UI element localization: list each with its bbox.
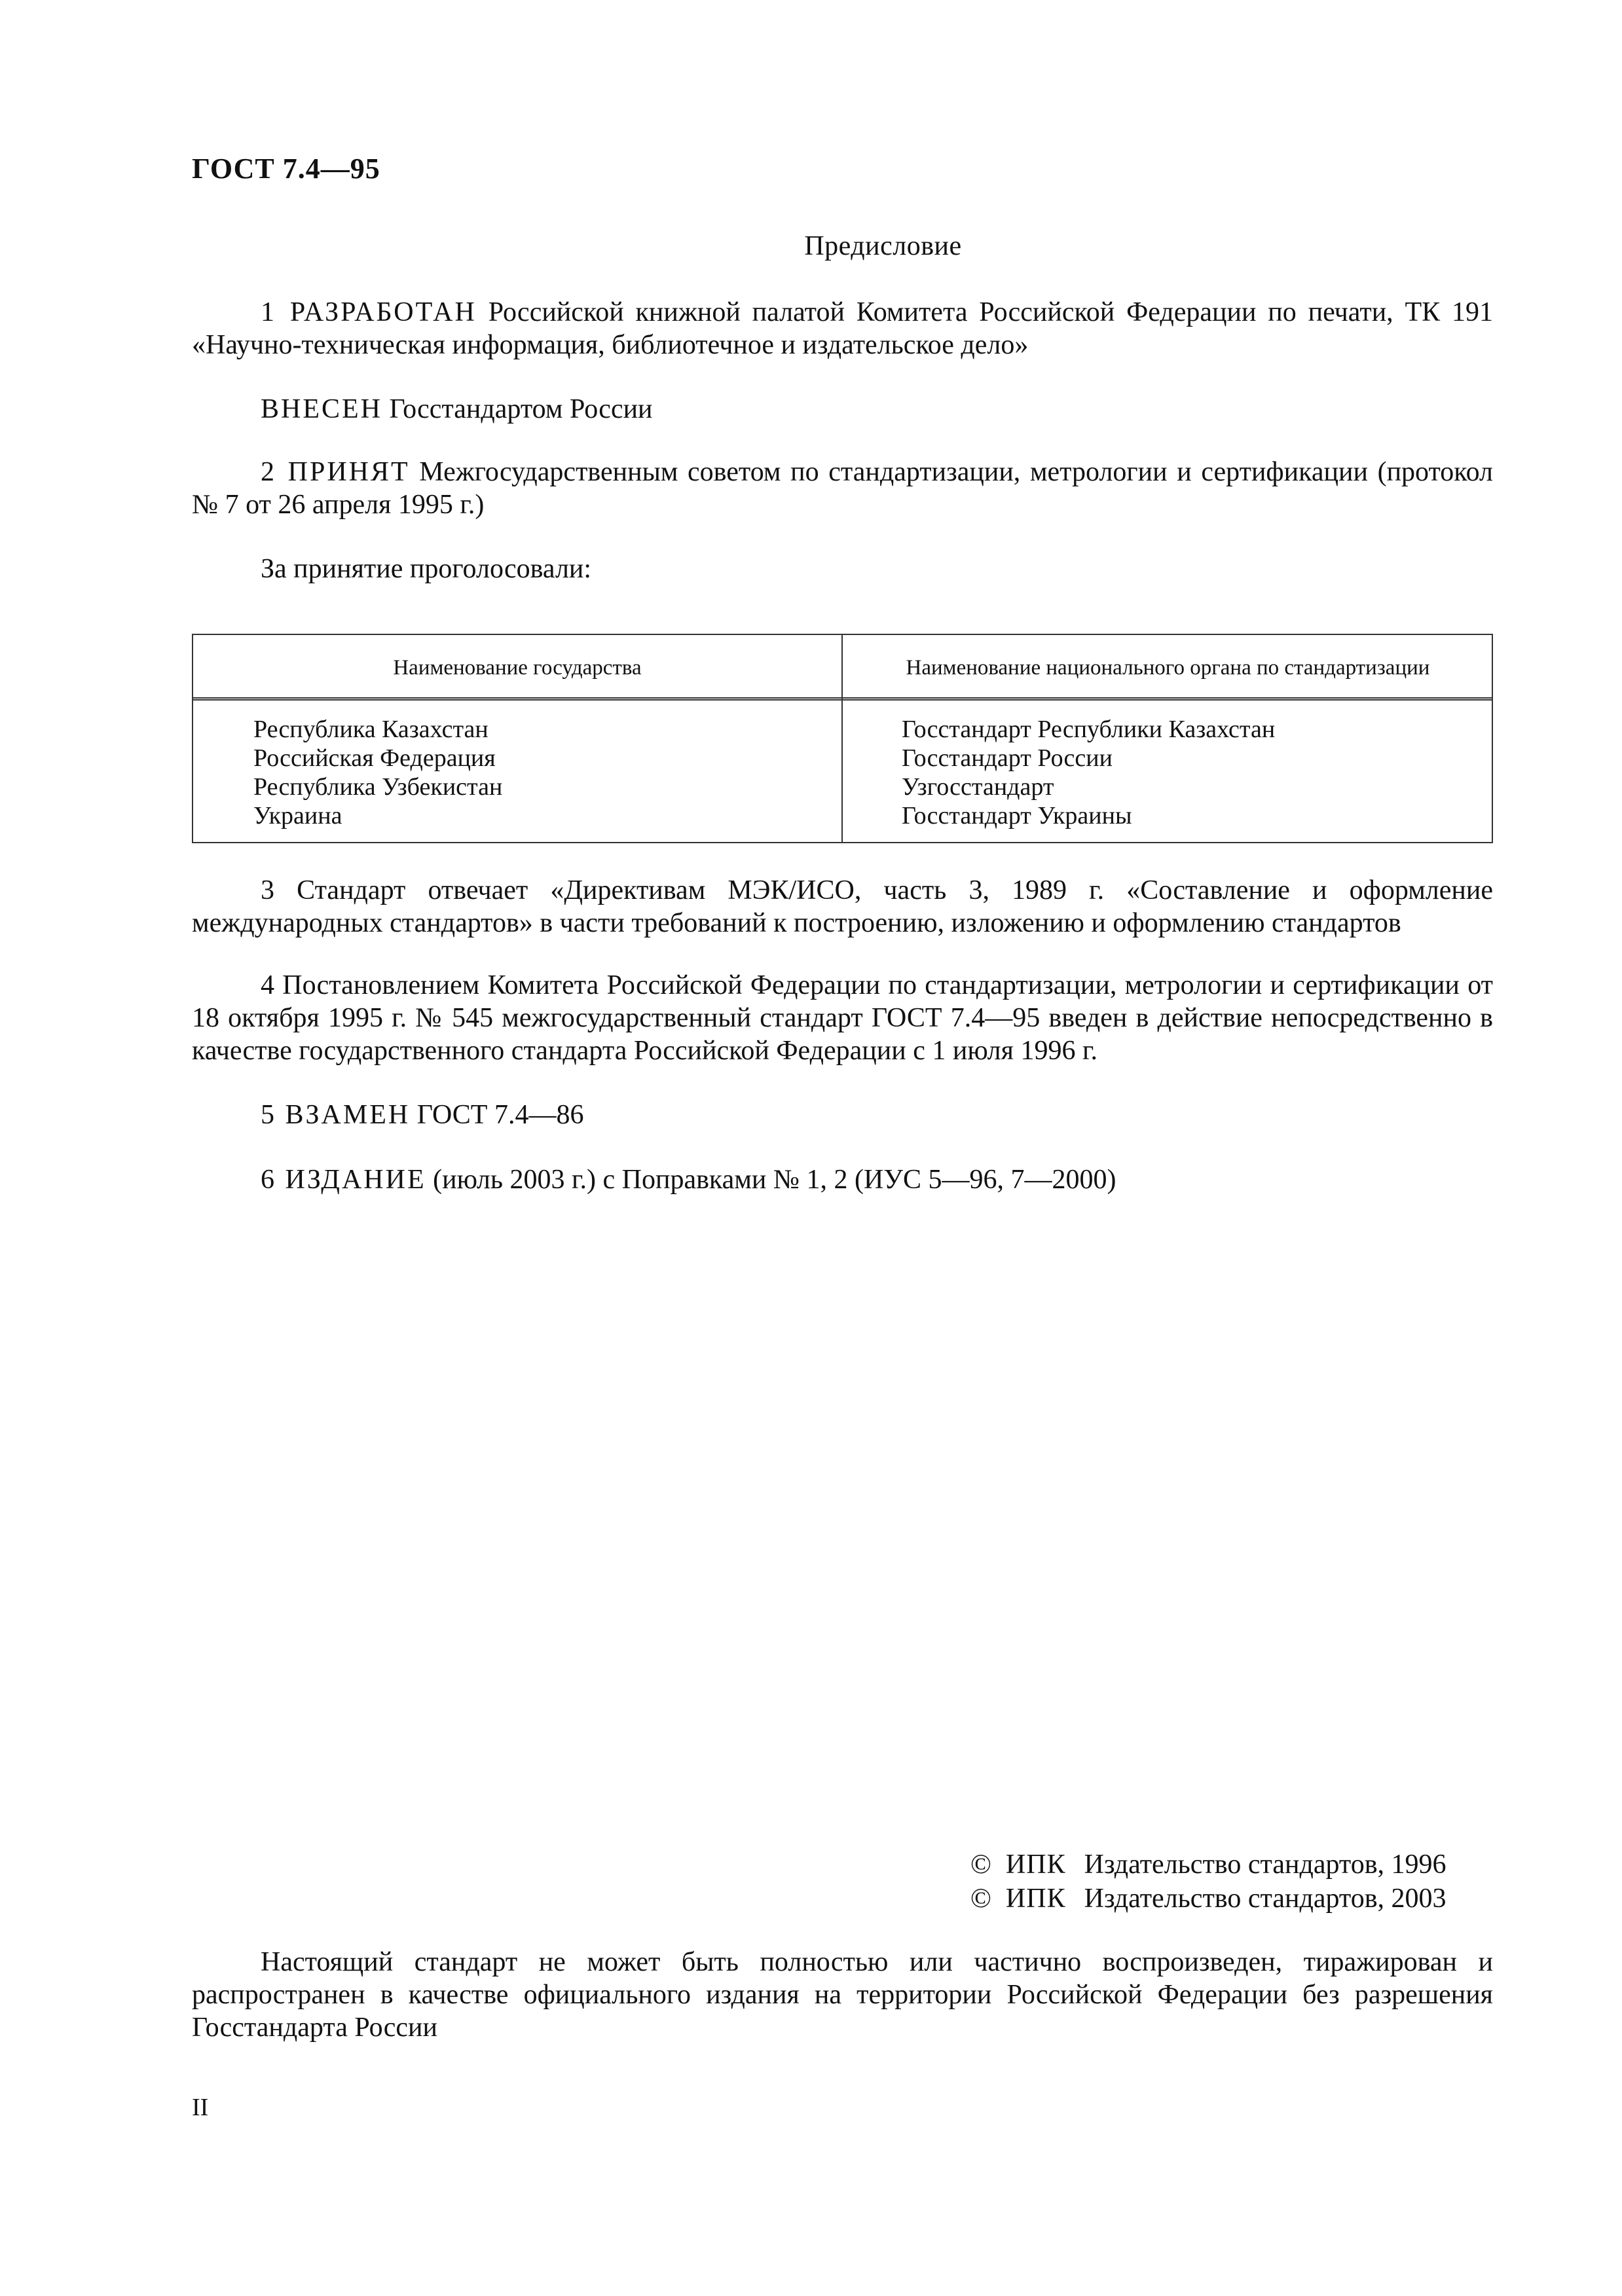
copyright-symbol: © [970, 1884, 991, 1914]
reproduction-notice: Настоящий стандарт не может быть полностью или частично воспроизведен, тиражирован и распространен в качестве официального издания на территории Российской Федерации без разрешения Госстандарта России [192, 1947, 1493, 2043]
table-cell-state: Республика Узбекистан [253, 773, 503, 801]
copyright-line [970, 1848, 1447, 1882]
preface-title: Предисловие [804, 231, 962, 261]
table-column-bodies [902, 715, 1275, 830]
copyright-org: ИПК [1005, 1884, 1066, 1914]
item-5-text: ГОСТ 7.4—86 [410, 1100, 584, 1130]
table-column-divider [841, 635, 843, 842]
copyright-text: Издательство стандартов, 2003 [1084, 1884, 1447, 1914]
preface-item-2 [192, 456, 1493, 521]
item-1-text: Российской книжной палатой Комитета Российской Федерации по печати, ТК 191 «Научно-техническая информация, библиотечное и издательское дело» [192, 297, 1494, 360]
preface-item-1 [192, 296, 1493, 361]
copyright-text: Издательство стандартов, 1996 [1084, 1850, 1447, 1880]
item-6-label: 6 ИЗДАНИЕ [261, 1165, 426, 1195]
table-header-state: Наименование государства [393, 656, 642, 680]
item-2-text: Межгосударственным советом по стандартизации, метрологии и сертификации (протокол № 7 от 26 апреля 1995 г.) [192, 457, 1493, 520]
preface-item-5 [192, 1099, 1493, 1131]
item-2-label: 2 ПРИНЯТ [261, 457, 410, 487]
item-6-text: (июль 2003 г.) с Поправками № 1, 2 (ИУС 5—96, 7—2000) [426, 1165, 1116, 1195]
item-1b-text: Госстандартом России [382, 394, 653, 424]
table-cell-body: Госстандарт Украины [902, 802, 1132, 829]
table-header-body: Наименование национального органа по стандартизации [906, 656, 1430, 680]
item-1-label: 1 РАЗРАБОТАН [261, 297, 477, 327]
voted-label: За принятие проголосовали: [261, 554, 592, 584]
item-5-label: 5 ВЗАМЕН [261, 1100, 411, 1130]
table-cell-state: Российская Федерация [253, 744, 496, 772]
preface-item-4: 4 Постановлением Комитета Российской Федерации по стандартизации, метрологии и сертификации от 18 октября 1995 г. № 545 межгосударственный стандарт ГОСТ 7.4—95 введен в действие непосредственно в качестве государственного стандарта Российской Федерации с 1 июля 1996 г. [192, 970, 1493, 1066]
table-column-states [253, 715, 502, 830]
preface-item-6 [192, 1163, 1493, 1196]
states-table [192, 634, 1493, 843]
copyright-line [970, 1882, 1447, 1916]
table-cell-body: Госстандарт Республики Казахстан [902, 716, 1276, 743]
table-cell-state: Украина [253, 802, 342, 829]
page-number: II [192, 2094, 209, 2121]
preface-item-1b [192, 393, 1493, 426]
table-cell-body: Узгосстандарт [902, 773, 1054, 801]
table-cell-body: Госстандарт России [902, 744, 1113, 772]
copyright-org: ИПК [1005, 1850, 1066, 1880]
copyright-block [970, 1848, 1447, 1916]
document-code: ГОСТ 7.4—95 [192, 153, 380, 185]
copyright-symbol: © [970, 1850, 991, 1880]
item-1b-label: ВНЕСЕН [261, 394, 382, 424]
table-cell-state: Республика Казахстан [253, 716, 488, 743]
preface-item-3: 3 Стандарт отвечает «Директивам МЭК/ИСО, часть 3, 1989 г. «Составление и оформление международных стандартов» в части требований к построению, изложению и оформлению стандартов [192, 875, 1493, 938]
